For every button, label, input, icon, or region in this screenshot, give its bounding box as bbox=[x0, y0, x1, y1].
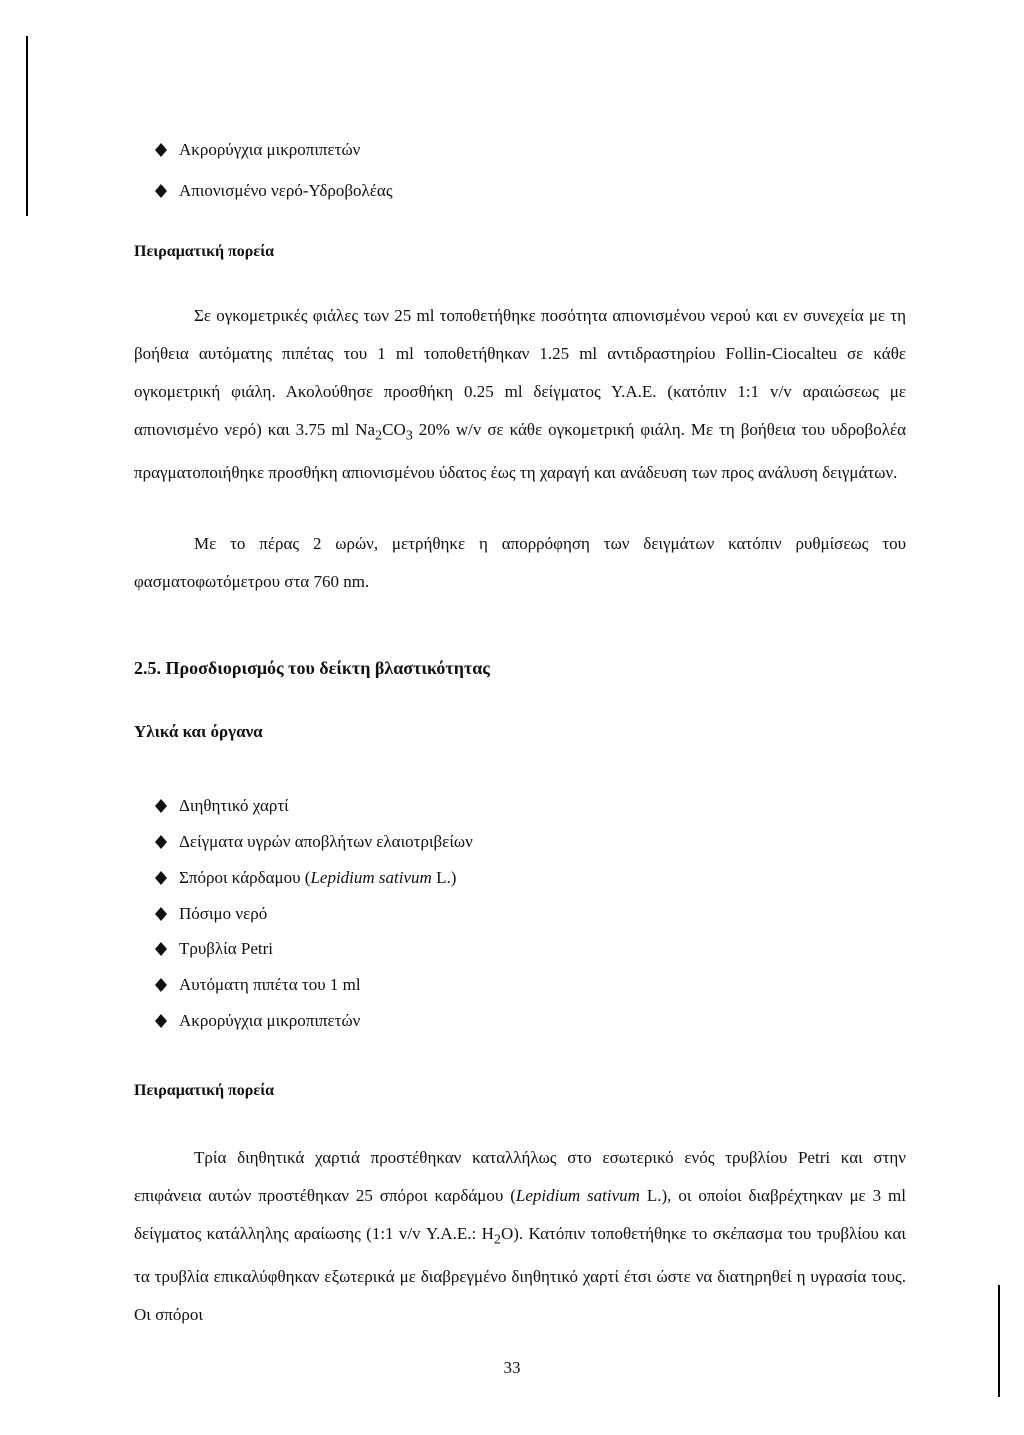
list-item bbox=[155, 830, 473, 854]
list-item-text: Σπόροι κάρδαμου (Lepidium sativum L.) bbox=[179, 868, 457, 887]
list-item-text: Πόσιμο νερό bbox=[179, 904, 268, 923]
list-item bbox=[155, 1009, 360, 1033]
scan-edge-line-right bbox=[998, 1285, 1000, 1397]
heading-experimental-procedure: Πειραματική πορεία bbox=[134, 243, 275, 260]
page-number: 33 bbox=[503, 1358, 521, 1377]
list-item-text: Αυτόματη πιπέτα του 1 ml bbox=[179, 975, 361, 994]
list-item-text: Ακρορύγχια μικροπιπετών bbox=[179, 1011, 361, 1030]
heading-experimental-procedure-2: Πειραματική πορεία bbox=[134, 1082, 275, 1099]
scan-edge-line-left bbox=[26, 36, 28, 216]
list-item-text: Τρυβλία Petri bbox=[179, 939, 274, 958]
diamond-bullet-icon bbox=[155, 143, 167, 157]
list-item bbox=[155, 179, 393, 203]
list-item-text: Δείγματα υγρών αποβλήτων ελαιοτριβείων bbox=[179, 832, 473, 851]
paragraph-procedure-2: Με το πέρας 2 ωρών, μετρήθηκε η απορρόφηση των δειγμάτων κατόπιν ρυθμίσεως του φασματοφωτόμετρου στα 760 nm. bbox=[134, 534, 906, 591]
list-item bbox=[155, 866, 456, 890]
list-item-text: Διηθητικό χαρτί bbox=[179, 796, 289, 815]
list-item bbox=[155, 794, 289, 818]
paragraph-procedure-3: Τρία διηθητικά χαρτιά προστέθηκαν καταλλήλως στο εσωτερικό ενός τρυβλίου Petri και στην επιφάνεια αυτών προστέθηκαν 25 σπόροι καρδάμου (Lepidium sativum L.), οι οποίοι διαβρέχτηκαν με 3 ml δείγματος κατάλληλης αραίωσης (1:1 v/v Υ.Α.Ε.: $H_2O$). Κατόπιν τοποθετήθηκε το σκέπασμα του τρυβλίου και τα τρυβλία επικαλύφθηκαν εξωτερικά με διαβρεγμένο διηθητικό χαρτί έτσι ώστε να διατηρηθεί η υγρασία τους. Οι σπόροι bbox=[134, 1148, 907, 1325]
diamond-bullet-icon bbox=[155, 942, 167, 956]
paragraph-procedure-1: Σε ογκομετρικές φιάλες των 25 ml τοποθετήθηκε ποσότητα απιονισμένου νερού και εν συνεχεία με τη βοήθεια αυτόματης πιπέτας του 1 ml τοποθετήθηκαν 1.25 ml αντιδραστηρίου Follin-Ciocalteu σε κάθε ογκομετρική φιάλη. Ακολούθησε προσθήκη 0.25 ml δείγματος Υ.Α.Ε. (κατόπιν 1:1 v/v αραιώσεως με απιονισμένο νερό) και 3.75 ml $Na_2CO_3$ 20% w/v σε κάθε ογκομετρική φιάλη. Με τη βοήθεια του υδροβολέα πραγματοποιήθηκε προσθήκη απιονισμένου ύδατος έως τη χαραγή και ανάδευση των προς ανάλυση δειγμάτων. bbox=[134, 306, 906, 483]
diamond-bullet-icon bbox=[155, 184, 167, 198]
list-item bbox=[155, 138, 360, 162]
heading-materials-instruments: Υλικά και όργανα bbox=[134, 722, 263, 741]
diamond-bullet-icon bbox=[155, 835, 167, 849]
diamond-bullet-icon bbox=[155, 1014, 167, 1028]
list-item bbox=[155, 937, 273, 961]
diamond-bullet-icon bbox=[155, 978, 167, 992]
diamond-bullet-icon bbox=[155, 799, 167, 813]
section-title-germination-index: 2.5. Προσδιορισμός του δείκτη βλαστικότητας bbox=[134, 658, 490, 678]
list-item-text: Απιονισμένο νερό-Υδροβολέας bbox=[179, 181, 393, 200]
diamond-bullet-icon bbox=[155, 907, 167, 921]
list-item bbox=[155, 973, 361, 997]
diamond-bullet-icon bbox=[155, 871, 167, 885]
list-item bbox=[155, 902, 267, 926]
list-item-text: Ακρορύγχια μικροπιπετών bbox=[179, 140, 361, 159]
